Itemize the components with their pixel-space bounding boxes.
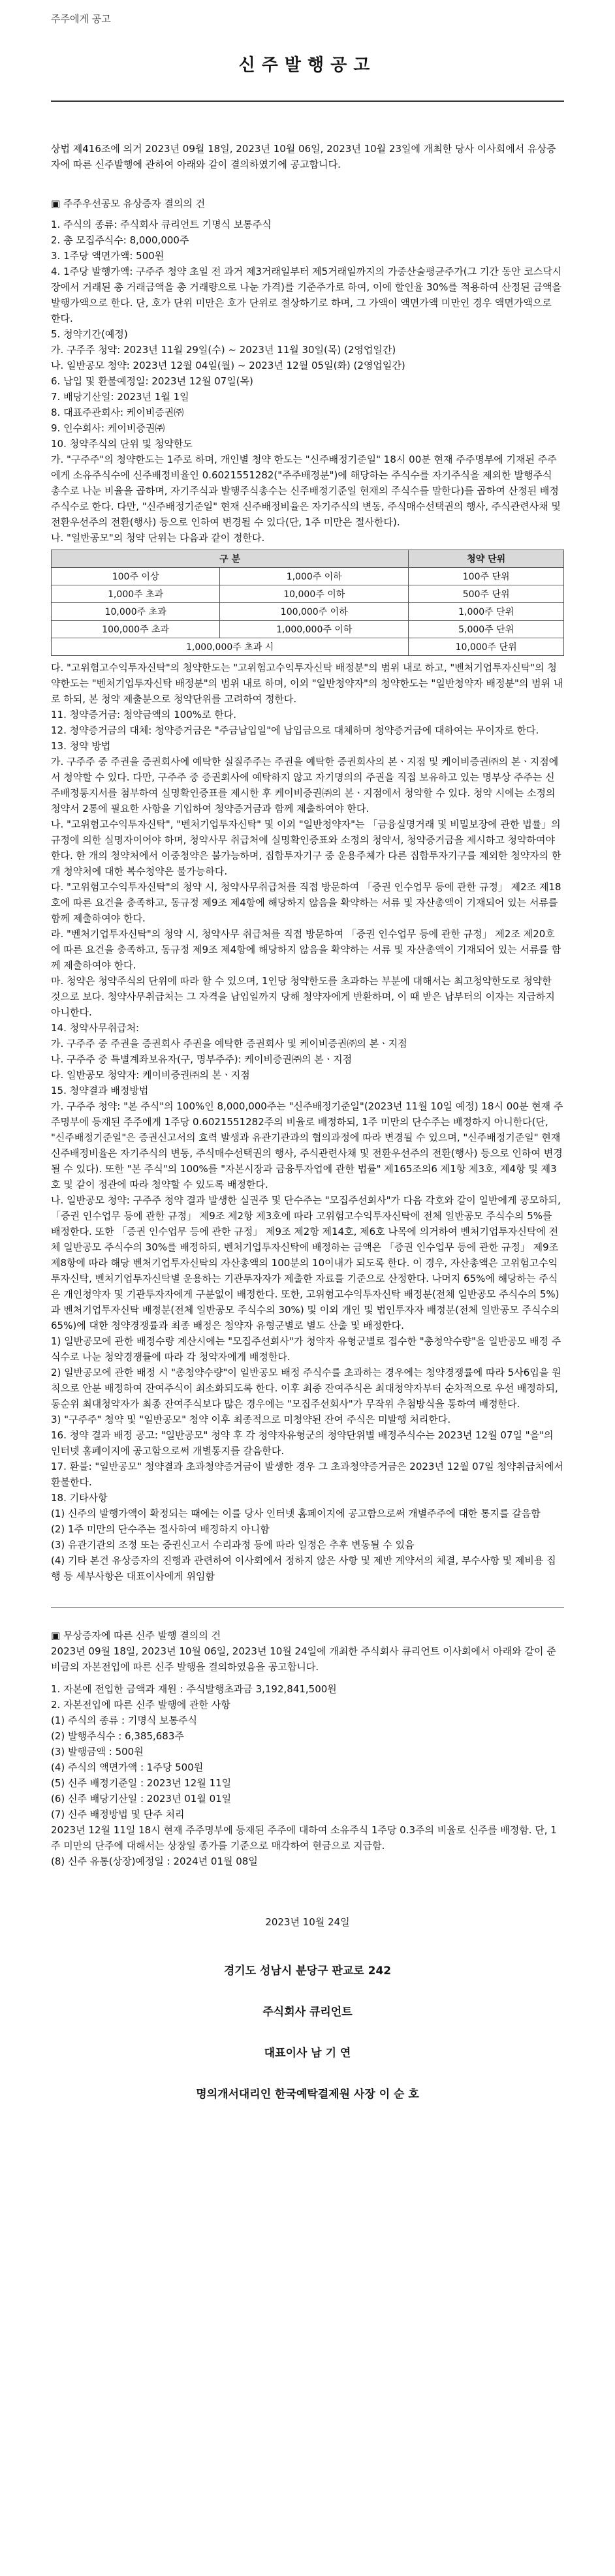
table-row [52,638,564,656]
list-item: 마. 청약은 청약주식의 단위에 따라 할 수 있으며, 1인당 청약한도를 초과하는 부분에 대해서는 최고청약한도로 청약한 것으로 보다. 청약사무취급처는 그 자격을 납입일까지 당해 청약자에게 반환하며, 이 때 받은 납부터의 이자는 지급하지 아니한다. [51,975,555,1018]
company-name: 주식회사 큐리언트 [262,2006,353,2019]
table-cell: 10,000주 초과 [52,603,220,621]
list-item: 나. "고위험고수익투자신탁", "벤처기업투자신탁" 및 이외 "일반청약자"는 「금융실명거래 및 비밀보장에 관한 법률」의 규정에 의한 실명자이어야 하며, 청약사무 취급처에 실명확인증표와 소정의 청약서, 청약증거금을 제시하고 청약하여야 한다. 한 개의 청약처에서 이중청약은 불가능하며, 집합투자기구 중 운용주체가 다른 집합투자기구를 제외한 청약자의 한 개 청약처에 대한 복수청약은 불가능하다. [51,818,561,877]
table-row [52,568,564,585]
list-item: 3. 1주당 액면가액: 500원 [51,250,165,262]
table-cell: 5,000주 단위 [409,621,564,638]
table-cell: 10,000주 단위 [409,638,564,656]
list-item: (6) 신주 배당기산일 : 2023년 01월 01일 [51,1793,232,1805]
list-item: 14. 청약사무취급처: [51,1022,140,1034]
list-item: 가. 구주주 중 주권을 증권회사에 예탁한 실질주주는 주권을 예탁한 증권회사의 본ㆍ지점 및 케이비증권㈜의 본ㆍ지점에서 청약할 수 있다. 다만, 구주주 중 증권회사에 예탁하지 않고 자기명의의 주권을 직접 보유하고 있는 명부상 주주는 신주배정통지서를 첨부하여 실명확인증표를 제시한 후 케이비증권㈜의 본ㆍ지점에서 청약할 수 있다. 청약 시에는 소정의 청약서 2통에 필요한 사항을 기입하여 청약증거금과 함께 제출하여야 한다. [51,756,559,815]
list-item: (1) 신주의 발행가액이 확정되는 때에는 이를 당사 인터넷 홈페이지에 공고함으로써 개별주주에 대한 통지를 갈음함 [51,1508,541,1519]
list-item: 7. 배당기산일: 2023년 1월 1일 [51,391,189,403]
section-divider [51,1607,564,1608]
list-item: 3) "구주주" 청약 및 "일반공모" 청약 이후 최종적으로 미청약된 잔여 주식은 미발행 처리한다. [51,1414,451,1425]
list-item: 가. 구주주 청약: 2023년 11월 29일(수) ~ 2023년 11월 30일(목) (2영업일간) [51,344,396,356]
list-item: 5. 청약기간(예정) [51,328,128,340]
list-item: 다. "고위험고수익투자신탁"의 청약한도는 "고위험고수익투자신탁 배정분"의 범위 내로 하고, "벤처기업투자신탁"의 청약한도는 "벤처기업투자신탁 배정분"의 범위 내로 하며, 이외 "일반청약자"의 청약한도는 "일반청약자 배정분"의 범위 내로 하되, 본 청약 제출분으로 청약단위를 고려하여 정한다. [51,662,563,705]
list-item: (1) 주식의 종류 : 기명식 보통주식 [51,1715,198,1726]
list-item: 나. "일반공모"의 청약 단위는 다음과 같이 정한다. [51,532,265,544]
list-item: 가. 구주주 청약: "본 주식"의 100%인 8,000,000주는 "신주배정기준일"(2023년 11월 10일 예정) 18시 00분 현재 주주명부에 등재된 주주에게 1주당 0.6021551282주의 비율로 배정하되, 1주 미만의 단수주는 배정하지 아니한다(단, "신주배정기준일"은 증권신고서의 효력 발생과 유관기관과의 협의과정에 따라 변경될 수 있으며, "신주배정기준일" 현재 신주배정비율은 자기주식의 변동, 주식매수선택권의 행사, 주식관련사채 및 전환우선주의 전환(행사) 등으로 인하여 변경될 수 있다). 또한 "본 주식"의 100%를 "자본시장과 금융투자업에 관한 법률" 제165조의6 제1항 제3호, 제4항 및 제3호 및 같이 정관에 따라 청약할 수 있도록 배정한다. [51,1100,563,1190]
list-item: (7) 신주 배정방법 및 단주 처리 [51,1808,185,1820]
list-item: 4. 1주당 발행가액: 구주주 청약 초일 전 과거 제3거래일부터 제5거래일까지의 가중산술평균주가(그 기간 동안 코스닥시장에서 거래된 총 거래금액을 총 거래량으로 나눈 가격)를 기준주가로 하여, 이에 할인율 30%를 적용하여 산정된 금액을 발행가액으로 한다. 단, 호가 단위 미만은 호가 단위로 절상하기로 하며, 그 가액이 액면가액 미만인 경우 액면가액으로 한다. [51,266,562,324]
table-row [52,621,564,638]
notice-footer [51,1915,564,2101]
table-cell: 1,000,000주 이하 [220,621,409,638]
list-item: (8) 신주 유통(상장)예정일 : 2024년 01월 08일 [51,1855,258,1867]
table-cell: 100주 단위 [409,568,564,585]
company-address: 경기도 성남시 분당구 판교로 242 [223,1964,392,1978]
table-header: 청약 단위 [409,550,564,568]
list-item: 라. "벤처기업투자신탁"의 청약 시, 청약사무 취급처를 직접 방문하여 「증권 인수업무 등에 관한 규정」 제2조 제20호에 따른 요건을 충족하고, 동규정 제9조 제4항에 해당하지 않음을 확약하는 서류 및 자산총액이 기재되어 있는 서류를 함께 제출하여야 한다. [51,928,561,971]
list-item: 18. 기타사항 [51,1492,108,1504]
ceo-name: 대표이사 남 기 연 [264,2047,351,2060]
notice-header: 주주에게 공고 [51,13,111,25]
table-cell: 1,000,000주 초과 시 [52,638,409,656]
table-cell: 1,000주 초과 [52,585,220,603]
section-rights-offering [51,196,564,1584]
list-item: 13. 청약 방법 [51,740,111,752]
list-item: (3) 유관기관의 조정 또는 증권신고서 수리과정 등에 따라 일정은 추후 변동될 수 있음 [51,1539,415,1551]
table-row [52,585,564,603]
table-row [52,603,564,621]
spacer [51,1675,564,1681]
section-items [51,217,564,546]
list-item: (3) 발행금액 : 500원 [51,1746,144,1758]
list-item: 나. 일반공모 청약: 2023년 12월 04일(월) ~ 2023년 12월 05일(화) (2영업일간) [51,360,405,371]
section-items [51,1681,564,1869]
table-cell: 500주 단위 [409,585,564,603]
table-cell: 100,000주 초과 [52,621,220,638]
list-item: (5) 신주 배정기준일 : 2023년 12월 11일 [51,1777,232,1789]
list-item: 2023년 12월 11일 18시 현재 주주명부에 등재된 주주에 대하여 소유주식 1주당 0.3주의 비율로 신주를 배정함. 단, 1주 미만의 단주에 대해서는 상장일 종가를 기준으로 매각하여 현금으로 지급함. [51,1824,557,1852]
table-cell: 1,000주 이하 [220,568,409,585]
document-title: 신주발행공고 [238,55,377,75]
subscription-unit-table [51,550,564,656]
list-item: 15. 청약결과 배정방법 [51,1085,149,1096]
table-cell: 100,000주 이하 [220,603,409,621]
notice-date: 2023년 10월 24일 [265,1916,350,1928]
table-header: 구 분 [52,550,409,568]
list-item: 가. 구주주 중 주권을 증권회사 주권을 예탁한 증권회사 및 케이비증권㈜의 본ㆍ지점 [51,1038,407,1049]
list-item: 다. "고위험고수익투자신탁"의 청약 시, 청약사무취급처를 직접 방문하여 「증권 인수업무 등에 관한 규정」 제2조 제18호에 따른 요건을 충족하고, 동규정 제9조 제4항에 해당하지 않음을 확약하는 서류 및 자산총액이 기재되어 있는 서류를 함께 제출하여야 한다. [51,881,561,924]
section-items-continued [51,660,564,1584]
list-item: 1. 자본에 전입한 금액과 재원 : 주식발행초과금 3,192,841,500원 [51,1683,337,1695]
list-item: 나. 구주주 중 특별계좌보유자(구, 명부주주): 케이비증권㈜의 본ㆍ지점 [51,1053,353,1065]
list-item: 다. 일반공모 청약자: 케이비증권㈜의 본ㆍ지점 [51,1069,250,1081]
intro-paragraph: 상법 제416조에 의거 2023년 09월 18일, 2023년 10월 06일, 2023년 10월 23일에 개최한 당사 이사회에서 유상증자에 따른 신주발행에 관하여 아래와 같이 결의하였기에 공고합니다. [51,143,556,170]
list-item: 10. 청약주식의 단위 및 청약한도 [51,438,193,450]
list-item: 2. 자본전입에 따른 신주 발행에 관한 사항 [51,1699,230,1711]
list-item: 2. 총 모집주식수: 8,000,000주 [51,234,189,246]
section-title: ▣ 무상증자에 따른 신주 발행 결의의 건 [51,1630,221,1641]
list-item: 나. 일반공모 청약: 구주주 청약 결과 발생한 실권주 및 단수주는 "모집주선회사"가 다음 각호와 같이 일반에게 공모하되, 「증권 인수업무 등에 관한 규정」 제9조 제2항 제3호에 따라 고위험고수익투자신탁에 전체 일반공모 주식수의 5%를 배정한다. 또한 「증권 인수업무 등에 관한 규정」 제9조 제2항 제14호, 제6호 나목에 의거하여 벤처기업투자신탁에 전체 일반공모 주식수의 30%를 배정하되, 벤처기업투자신탁에 배정하는 금액은 「증권 인수업무 등에 관한 규정」 제9조 제8항에 따라 해당 벤처기업투자신탁의 자산총액의 100분의 10이내가 되도록 한다. 이 경우, 자산총액은 고위험고수익투자신탁, 벤처기업투자신탁별 운용하는 기관투자자가 제출한 자료를 기준으로 산정한다. 나머지 65%에 해당하는 주식은 개인청약자 및 기관투자자에게 구분없이 배정한다. 또한, 고위험고수익투자신탁 배정분(전체 일반공모 주식수의 5%)과 벤처기업투자신탁 배정분(전체 일반공모 주식수의 30%) 및 이외 개인 및 법인투자자 배정분(전체 일반공모 주식수의 65%)에 대한 청약경쟁률과 최종 배정은 청약자 유형군별로 별도 산출 및 배정한다. [51,1194,561,1331]
list-item: (2) 발행주식수 : 6,385,683주 [51,1730,184,1742]
transfer-agent: 명의개서대리인 한국예탁결제원 사장 이 순 호 [196,2088,419,2101]
list-item: 2) 일반공모에 관한 배정 시 "총청약수량"이 일반공모 배정 주식수를 초과하는 경우에는 청약경쟁률에 따라 5사6입을 원칙으로 안분 배정하여 잔여주식이 최소화되도록 한다. 이후 최종 잔여주식은 최대청약자부터 순차적으로 우선 배정하되, 동순위 최대청약자가 최종 잔여주식보다 많은 경우에는 "모집주선회사"가 무작위 추첨방식을 통하여 배정한다. [51,1367,561,1410]
list-item: 12. 청약증거금의 대체: 청약증거금은 "주금납입일"에 납입금으로 대체하며 청약증거금에 대하여는 무이자로 한다. [51,724,539,736]
list-item: 1) 일반공모에 관한 배정수량 계산시에는 "모집주선회사"가 청약자 유형군별로 접수한 "총청약수량"을 일반공모 배정 주식수로 나눈 청약경쟁률에 따라 각 청약자에게 배정한다. [51,1335,561,1363]
list-item: 1. 주식의 종류: 주식회사 큐리언트 기명식 보통주식 [51,219,272,230]
section-bonus-issue [51,1628,564,1869]
list-item: 17. 환불: "일반공모" 청약결과 초과청약증거금이 발생한 경우 그 초과청약증거금은 2023년 12월 07일 청약취급처에서 환불한다. [51,1461,563,1488]
list-item: (2) 1주 미만의 단수주는 절사하여 배정하지 아니함 [51,1523,270,1535]
section-title: ▣ 주주우선공모 유상증자 결의의 건 [51,198,206,209]
table-cell: 1,000주 단위 [409,603,564,621]
title-divider [51,101,564,102]
list-item: (4) 기타 본건 유상증자의 진행과 관련하여 이사회에서 정하지 않은 사항 및 제반 계약서의 체결, 부수사항 및 제비용 집행 등 세부사항은 대표이사에게 위임함 [51,1555,556,1582]
section-intro: 2023년 09월 18일, 2023년 10월 06일, 2023년 10월 24일에 개최한 주식회사 큐리언트 이사회에서 아래와 같이 준비금의 자본전입에 따른 신주 발행을 결의하였음을 공고합니다. [51,1645,556,1673]
list-item: 8. 대표주관회사: 케이비증권㈜ [51,407,184,418]
list-item: 6. 납입 및 환불예정일: 2023년 12월 07일(목) [51,375,253,387]
table-cell: 10,000주 이하 [220,585,409,603]
list-item: 9. 인수회사: 케이비증권㈜ [51,422,165,434]
list-item: (4) 주식의 액면가액 : 1주당 500원 [51,1761,204,1773]
list-item: 11. 청약증거금: 청약금액의 100%로 한다. [51,709,237,721]
list-item: 16. 청약 결과 배정 공고: "일반공모" 청약 후 각 청약자유형군의 청약단위별 배정주식수는 2023년 12월 07일 "을"의 인터넷 홈페이지에 공고함으로써 개별통지를 갈음한다. [51,1429,554,1457]
table-cell: 100주 이상 [52,568,220,585]
list-item: 가. "구주주"의 청약한도는 1주로 하며, 개인별 청약 한도는 "신주배정기준일" 18시 00분 현재 주주명부에 기재된 주주에게 소유주식수에 신주배정비율인 0.6021551282("주주배정분")에 해당하는 주식수를 자기주식을 제외한 발행주식 총수로 나눈 비율을 곱하며, 자기주식과 발행주식총수는 신주배정기준일 현재의 주식수를 말한다)를 곱하여 산정된 배정주식수로 한다. 다만, "신주배정기준일" 현재 신주배정비율은 자기주식의 변동, 주식매수선택권의 행사, 주식관련사채 및 전환우선주의 전환(행사) 등으로 인하여 변경될 수 있다(단, 1주 미만은 절사한다). [51,454,561,528]
